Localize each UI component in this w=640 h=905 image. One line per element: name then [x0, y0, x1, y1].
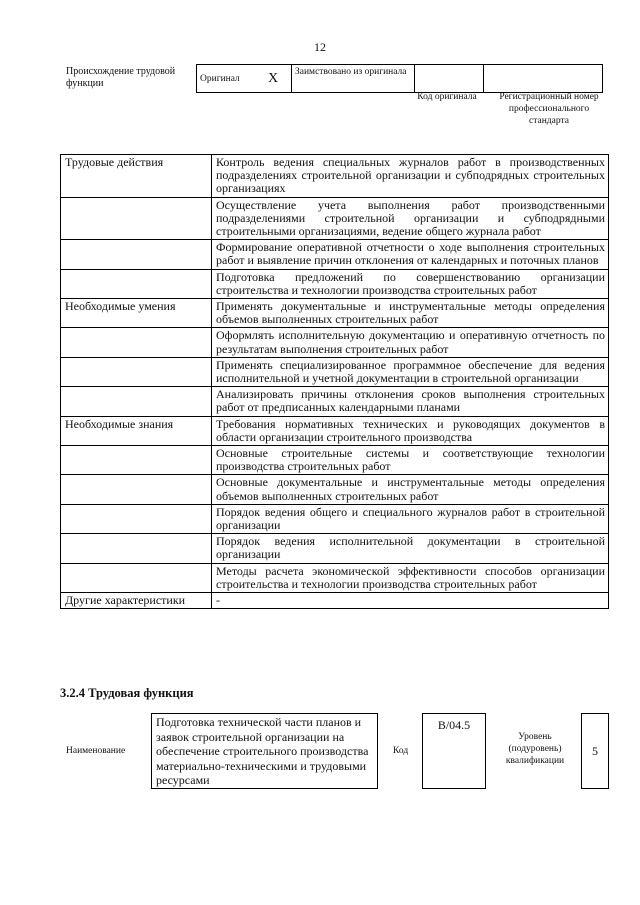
- page-number: 12: [314, 40, 326, 54]
- registration-caption: Регистрационный номер профессионального стандарта: [499, 92, 599, 126]
- row-heading: Необходимые умения: [61, 299, 212, 328]
- row-value: Анализировать причины отклонения сроков выполнения строительных работ от предписанных календарными планами: [212, 387, 609, 416]
- original-cell: Оригинал: [197, 65, 256, 93]
- table-row: [61, 240, 609, 269]
- origin-label: Происхождение трудовой функции: [66, 66, 176, 89]
- row-heading: Трудовые действия: [61, 155, 212, 198]
- function-code-value: В/04.5: [422, 713, 486, 789]
- row-heading: [61, 197, 212, 240]
- row-value: Основные документальные и инструментальные методы определения объемов выполненных строительных работ: [212, 475, 609, 504]
- row-value: Основные строительные системы и соответствующие технологии производства строительных работ: [212, 446, 609, 475]
- function-name-value: Подготовка технической части планов и заявок строительной организации на обеспечение строительного производства материально-техническими и трудовыми ресурсами: [151, 713, 378, 789]
- row-value: Осуществление учета выполнения работ производственными подразделениями строительной организации и субподрядными строительными организациями, ведение общего журнала работ: [212, 197, 609, 240]
- original-mark: X: [255, 65, 292, 93]
- row-heading: [61, 475, 212, 504]
- row-value: Применять документальные и инструментальные методы определения объемов выполненных строительных работ: [212, 299, 609, 328]
- section-heading: 3.2.4 Трудовая функция: [60, 686, 194, 700]
- row-value: Порядок ведения общего и специального журналов работ в строительной организации: [212, 504, 609, 533]
- row-heading: [61, 357, 212, 386]
- table-row: [61, 299, 609, 328]
- row-heading: Другие характеристики: [61, 593, 212, 609]
- row-heading: [61, 328, 212, 357]
- table-row: [61, 269, 609, 298]
- row-value: Применять специализированное программное обеспечение для ведения исполнительной и учетной документации в строительной организации: [212, 357, 609, 386]
- table-row: [61, 563, 609, 592]
- table-row: [61, 504, 609, 533]
- registration-number-cell: [484, 65, 603, 93]
- origin-table: [196, 64, 603, 93]
- table-row: [61, 357, 609, 386]
- qualification-level-label: Уровень (подуровень) квалификации: [505, 732, 565, 766]
- table-row: [61, 475, 609, 504]
- row-heading: [61, 534, 212, 563]
- row-value: Требования нормативных технических и руководящих документов в области организации строительного производства: [212, 416, 609, 445]
- table-row: [61, 593, 609, 609]
- row-heading: [61, 563, 212, 592]
- function-details-table: [60, 154, 609, 609]
- table-row: [61, 197, 609, 240]
- table-row: [61, 416, 609, 445]
- row-heading: Необходимые знания: [61, 416, 212, 445]
- original-code-cell: [415, 65, 484, 93]
- row-heading: [61, 269, 212, 298]
- row-value: Порядок ведения исполнительной документации в строительной организации: [212, 534, 609, 563]
- row-heading: [61, 504, 212, 533]
- row-value: Формирование оперативной отчетности о ходе выполнения строительных работ и выявление причин отклонения от календарных и поточных планов: [212, 240, 609, 269]
- row-value: Подготовка предложений по совершенствованию организации строительства и технологии производства строительных работ: [212, 269, 609, 298]
- row-value: -: [212, 593, 609, 609]
- row-heading: [61, 387, 212, 416]
- table-row: [61, 387, 609, 416]
- table-row: [61, 155, 609, 198]
- table-row: [61, 534, 609, 563]
- row-heading: [61, 446, 212, 475]
- table-row: [61, 328, 609, 357]
- function-name-label: Наименование: [66, 746, 126, 756]
- row-value: Методы расчета экономической эффективности способов организации строительства и технологии производства строительных работ: [212, 563, 609, 592]
- table-row: [61, 446, 609, 475]
- function-code-label: Код: [393, 746, 409, 756]
- row-heading: [61, 240, 212, 269]
- qualification-level-value: 5: [581, 713, 609, 789]
- row-value: Оформлять исполнительную документацию и оперативную отчетность по результатам выполнения строительных работ: [212, 328, 609, 357]
- borrowed-cell: Заимствовано из оригинала: [292, 65, 415, 93]
- code-caption: Код оригинала: [417, 92, 477, 102]
- row-value: Контроль ведения специальных журналов работ в производственных подразделениях строительной организации и субподрядных строительных организациях: [212, 155, 609, 198]
